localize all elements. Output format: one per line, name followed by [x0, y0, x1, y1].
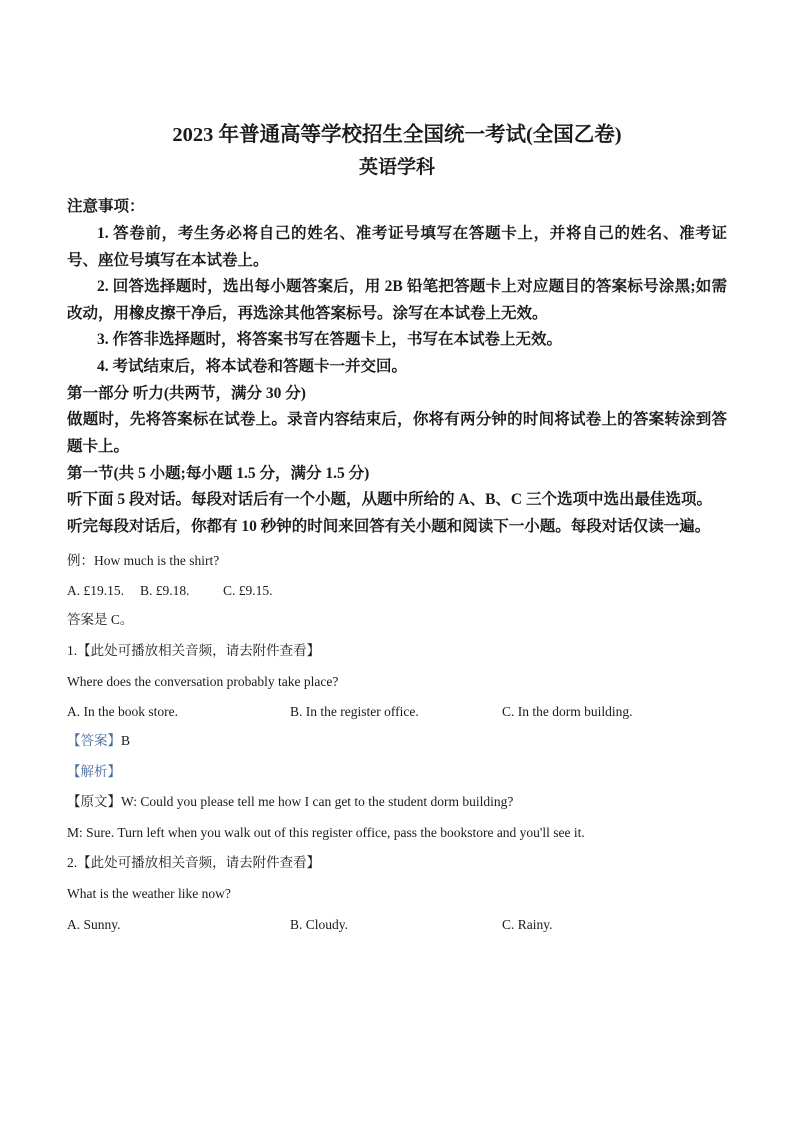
example-prompt: 例：How much is the shirt?	[67, 552, 220, 568]
question-1-audio-note: 1.【此处可播放相关音频，请去附件查看】	[67, 642, 321, 658]
page-title: 2023 年普通高等学校招生全国统一考试(全国乙卷)	[172, 124, 622, 146]
notice-item-1: 1. 答卷前，考生务必将自己的姓名、准考证号填写在答题卡上，并将自己的姓名、准考证号、座位号填写在本试卷上。	[67, 224, 727, 269]
question-1-script-line-2: M: Sure. Turn left when you walk out of this register office, pass the bookstore and you'll see it.	[67, 824, 585, 840]
question-1-answer-line	[67, 721, 727, 752]
notice-section	[67, 194, 727, 381]
question-2-options-row	[67, 905, 727, 934]
question-1-option-a: A. In the book store.	[67, 704, 178, 720]
part-one-heading: 第一部分 听力(共两节，满分 30 分)	[67, 384, 306, 402]
notice-label: 注意事项：	[67, 198, 145, 216]
example-options-row	[67, 571, 727, 600]
question-2-stem: What is the weather like now?	[67, 886, 231, 902]
question-1	[67, 631, 727, 844]
script-label: 【原文】	[67, 794, 121, 810]
question-1-options-row	[67, 692, 727, 721]
section-one-intro-line-1: 听下面 5 段对话。每段对话后有一个小题，从题中所给的 A、B、C 三个选项中选出最佳选项。	[67, 491, 712, 509]
answer-label: 【答案】	[67, 733, 121, 749]
question-2	[67, 843, 727, 933]
example-option-a: A. £19.15.	[67, 583, 124, 599]
notice-item-3: 3. 作答非选择题时，将答案书写在答题卡上，书写在本试卷上无效。	[97, 331, 563, 349]
question-2-option-a: A. Sunny.	[67, 916, 121, 932]
section-one-intro-line-2: 听完每段对话后，你都有 10 秒钟的时间来回答有关小题和阅读下一小题。每段对话仅读一遍。	[67, 518, 711, 536]
example-option-c: C. £9.15.	[223, 583, 273, 599]
part-one-intro: 做题时，先将答案标在试卷上。录音内容结束后，你将有两分钟的时间将试卷上的答案转涂到答题卡上。	[67, 411, 727, 456]
notice-item-2: 2. 回答选择题时，选出每小题答案后，用 2B 铅笔把答题卡上对应题目的答案标号涂黑;如需改动，用橡皮擦干净后，再选涂其他答案标号。涂写在本试卷上无效。	[67, 278, 727, 322]
page-content	[67, 120, 727, 934]
example-block	[67, 541, 727, 631]
question-1-stem: Where does the conversation probably take place?	[67, 673, 339, 689]
notice-item-4: 4. 考试结束后，将本试卷和答题卡一并交回。	[97, 358, 408, 376]
question-2-audio-note: 2.【此处可播放相关音频，请去附件查看】	[67, 855, 321, 871]
example-option-b: B. £9.18.	[140, 583, 190, 599]
question-1-script-line-1	[67, 782, 727, 813]
part-one-section	[67, 381, 727, 541]
question-1-analysis-line	[67, 752, 727, 783]
page-subtitle: 英语学科	[358, 156, 435, 178]
script-text-1: W: Could you please tell me how I can get to the student dorm building?	[121, 794, 514, 810]
question-2-option-c: C. Rainy.	[502, 916, 553, 932]
section-one-heading: 第一节(共 5 小题;每小题 1.5 分，满分 1.5 分)	[67, 464, 370, 482]
example-answer: 答案是 C。	[67, 612, 134, 628]
answer-value: B	[121, 733, 131, 749]
question-2-option-b: B. Cloudy.	[290, 916, 349, 932]
analysis-label: 【解析】	[67, 763, 121, 779]
question-1-option-b: B. In the register office.	[290, 704, 419, 720]
question-1-option-c: C. In the dorm building.	[502, 704, 633, 720]
